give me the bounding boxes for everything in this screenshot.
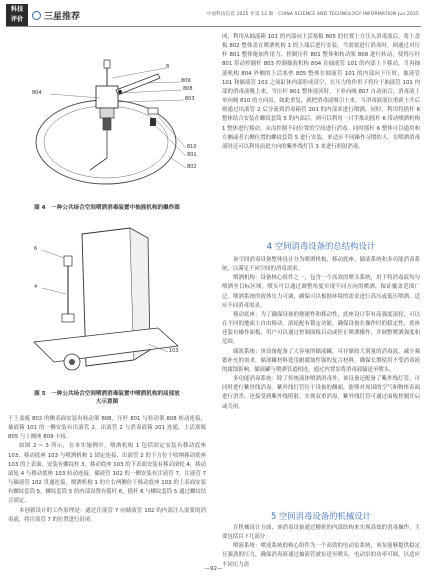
figure-4-drawing (8, 38, 204, 196)
fig4-label: 804 (32, 90, 42, 96)
paragraph: 于上盖板 802 的侧表面安装有转动架 808。压杆 801 与转动架 808 转动连接，抽液箱 101 的一侧安装有出液管 2，出液管 2 与消毒液箱 201 连通，上活塞板 805 与上阀座 809 卡接。 (8, 416, 206, 441)
figure-5-caption-line2: 大示意图 (95, 399, 119, 405)
column-badge (6, 4, 28, 26)
right-column-bottom (222, 524, 420, 570)
paragraph: 喷液系统：喷液系统的核心组件为一个高效的电动泵系统，该泵能够提供稳定且强劲的压力，确保消毒液通过抽液管被泵送至喷头。电动泵的功率可调，以适应不同压力需 (222, 543, 420, 568)
fig4-label: 810 (187, 144, 197, 150)
column-title-text: 三星推荐 (44, 12, 81, 22)
paragraph: 本创新设计的工作原理是：通过注液管 7 向储液管 102 的内部注入需要的消毒液，将注液管 7 的位置进行封闭。 (8, 507, 206, 523)
header-divider (6, 26, 421, 27)
fig4-label: 808 (183, 86, 193, 92)
page-number: —92— (204, 566, 223, 572)
fig4-label: 8 (166, 64, 170, 70)
column-title (32, 9, 80, 22)
figure-5-caption (6, 390, 208, 406)
figure-4-caption: 图 4 一种公共场合空间喷洒消毒装置中抽液机构的爆炸图 (34, 205, 180, 211)
badge-line-1: 科技 (10, 6, 24, 13)
fig4-label: 802 (187, 164, 197, 170)
figure-5-drawing (8, 222, 204, 380)
right-column-top (222, 33, 420, 152)
fig5-label: 4 (34, 284, 38, 290)
paragraph: 如图 2 ~ 3 所示，在本实施例中，喷洒机构 1 包括固定安装有移动底座 103，移动底座 103 与喷洒机构 1 固定连接，出液管 2 的下方位于收纳移动底座 103 的上表面，安装有螺纹柱 3，移动底座 103 的下表面安装有移动滚轮 4，移动滚轮 4 与移动底座 103 转动连接，储液管 102 的一侧安装有注液管 7，注液管 7 与储液管 102 贯通连接，喷洒机构 1 的左右两侧位于移动底座 103 的上表面安装有螺纹套筒 5，螺纹套筒 5 的内部设置有摇杆 6，摇杆 6 与螺纹套筒 5 通过螺纹结合固定。 (8, 443, 206, 505)
paragraph: 在机械设计方面，该消毒设备通过精密的内部结构来实现高效的消毒操作，主要包括以下几部分： (222, 525, 420, 541)
right-column-middle (222, 256, 420, 412)
paragraph: 移动底座：为了确保设备的便捷性和移动性，底座设计带有高强度滚轮，可以在不同的地面上自由移动。滚轮配有锁定功能，确保设备在操作时的稳定性，底座还装有操作面板，用户可以通过控制面板启动或停止喷洒操作，并调整喷洒强度和范围。 (222, 311, 420, 346)
circle-icon (32, 11, 41, 20)
badge-line-2: 评价 (10, 16, 24, 23)
section-heading: 4 空间消毒设备的总结构设计 (266, 241, 376, 251)
paragraph: 闭，利用从抽液箱 101 的内部向上活塞板 805 的位置上方注入消毒液后，将上盖板 802 整体盖在喷洒机构 1 的上端后进行安装，当需要进行消毒时，则通过对压杆 801 整体施加作用力，控制压杆 801 整体和转动架 808 进行转动，使得压杆 801 带动控制杆 803 控制抽液机构 804 在抽液管 101 的内部上下移动，当再抽液机构 804 外侧的上活塞垫 805 整体在抽液管 101 的内部向下压时，抽液管 101 和储液管 102 之间缸体内部形成真空，在压力的作用下将位于抽液管 101 内部的消毒液吸上来，当压杆 801 整体返回时，下单向阀 807 自动闭合，消毒液上单向阀 810 的方向出，如此重复，就把消毒液吸引上来，当消毒液液位重新上升后则通过出液管 2 后分流到消毒箱管 201 的内部来进行喷洒，同时，利用将摇杆 6 整体结合安装在螺纹套筒 5 的内部后，则可以利用一只手推动摇杆 6 带动喷洒机构 1 整体进行移动，从而控制不同位置的空间进行消毒。同时摇杆 6 整体可以通用和左侧或者右侧位置的螺纹套筒 5 进行安装，来适应不同操作习惯的人，在喷洒消毒液时还可以利用前进方向的紫外线灯管 3 来进行照射消毒。 (222, 34, 420, 150)
fig4-label: 803 (185, 96, 195, 102)
fig5-label: 103 (169, 348, 179, 354)
left-column-text (8, 415, 206, 525)
section-heading: 5 空间消毒设备的机械设计 (270, 511, 372, 521)
journal-masthead: 中国科技信息 2025 年第 12 期 · CHINA SCIENCE AND TECHNOLOGY INFORMATION Jun.2025 (206, 12, 419, 17)
paragraph: 多功能消毒系统：除了传统液体喷洒消毒外，该设备还配备了紫外线灯管，可同时进行紫外线消毒。紫外线灯管位于设备的侧面，能够对周围的空气和物体表面进行消杀，也接受到紫外线照射，实现双重消毒，紫外线灯管可通过面板控制开启或关闭。 (222, 376, 420, 410)
paragraph: 该空间消毒设备整体设计分为喷洒机构、移动底座、储液系统和多功能消毒系统，以满足不同空间的消毒需求。 (222, 257, 420, 273)
page-header (0, 0, 427, 30)
paragraph: 喷洒机构：设备核心组件之一，包含一个高效的喷头系统，用于将消毒液均匀喷洒至目标区域。喷头可以通过调整角度实现不同方向的喷洒，保证覆盖范围广泛。喷洒系统的液体压力可调，确保可以根据环境的需求进行高压或低压喷洒，适应不同消毒需求。 (222, 275, 420, 309)
fig5-label: 6 (34, 246, 38, 252)
fig4-label: 801 (187, 152, 197, 158)
paragraph: 储液系统：该设备配备了大容量的储液罐，可存储较大剂量的消毒液，减少频繁补充的需求，储液罐材料选用耐腐蚀性强的复合材料，确保长期使用不受消毒液的腐蚀影响。储液罐与喷洒管道相连，通过内置泵将消毒液输送至喷头。 (222, 348, 420, 373)
figure-5-caption-line1: 图 5 一种公共场合空间喷洒消毒装置中喷洒机构的局部放 (34, 391, 180, 397)
fig4-label: 809 (181, 78, 191, 84)
